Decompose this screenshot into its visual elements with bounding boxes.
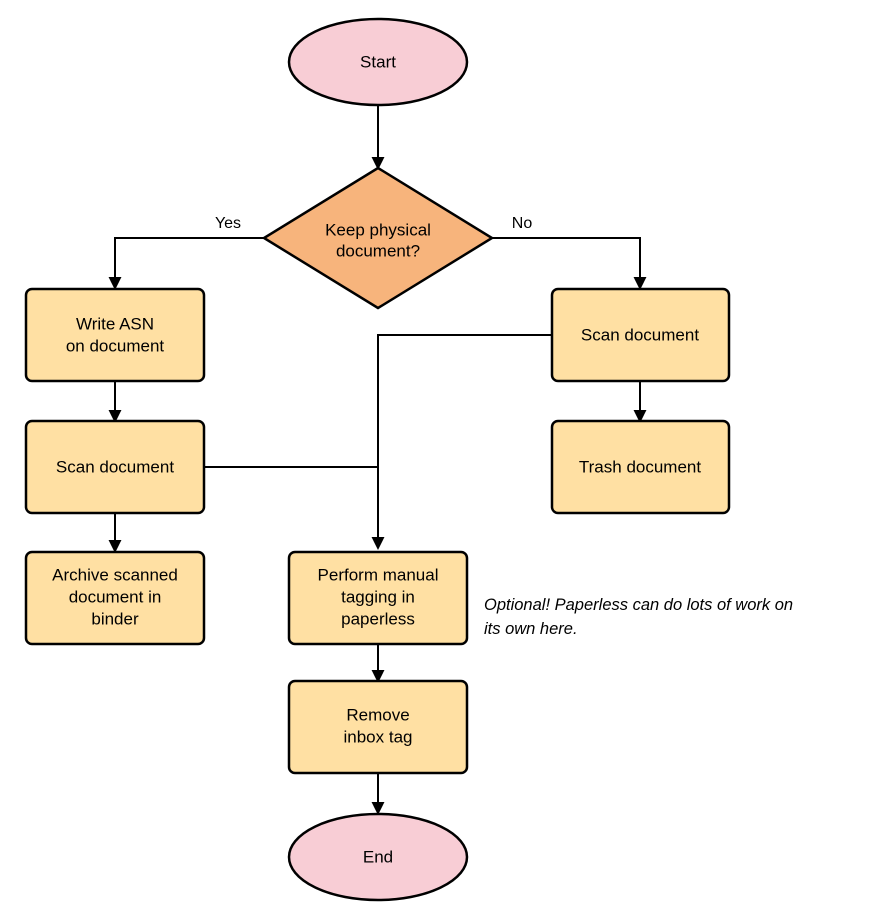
node-perform-manual-tagging[interactable] bbox=[289, 552, 467, 644]
note-line-1: Optional! Paperless can do lots of work on bbox=[484, 596, 794, 614]
node-scan-document-left-label: Scan document bbox=[55, 457, 175, 477]
edge-scan-left-to-tagging bbox=[205, 467, 378, 548]
annotation-note bbox=[484, 596, 793, 638]
node-scan-document-right-label: Scan document bbox=[580, 325, 700, 345]
node-end-label: End bbox=[362, 847, 394, 867]
node-remove-inbox-tag[interactable] bbox=[289, 681, 467, 773]
node-write-asn-label-line1: Write ASN bbox=[75, 314, 155, 334]
edge-label-no: No bbox=[511, 215, 533, 232]
node-end[interactable] bbox=[289, 814, 467, 900]
edge-decision-yes-to-write-asn bbox=[115, 238, 264, 288]
node-archive-label-line3: binder bbox=[91, 609, 139, 629]
node-remove-inbox-label-line1: Remove bbox=[346, 705, 410, 725]
node-scan-document-right[interactable] bbox=[552, 289, 729, 381]
node-archive-scanned-document[interactable] bbox=[26, 552, 204, 644]
node-scan-document-left[interactable] bbox=[26, 421, 204, 513]
edge-scan-right-to-tagging bbox=[378, 335, 553, 467]
edge-label-yes: Yes bbox=[214, 215, 242, 232]
node-write-asn[interactable] bbox=[26, 289, 204, 381]
node-decision-keep-physical-document[interactable] bbox=[264, 168, 492, 308]
node-trash-document-label: Trash document bbox=[578, 457, 702, 477]
node-start-label: Start bbox=[360, 52, 396, 72]
node-decision-label-line2: document? bbox=[335, 241, 421, 261]
edge-decision-no-to-scan-right bbox=[492, 238, 640, 288]
node-start[interactable] bbox=[289, 19, 467, 105]
node-tagging-label-line3: paperless bbox=[341, 609, 415, 629]
node-remove-inbox-label-line2: inbox tag bbox=[343, 727, 413, 747]
note-line-2: its own here. bbox=[484, 620, 578, 638]
node-archive-label-line1: Archive scanned bbox=[52, 565, 178, 585]
node-decision-label-line1: Keep physical bbox=[325, 220, 431, 240]
node-trash-document[interactable] bbox=[552, 421, 729, 513]
node-write-asn-label-line2: on document bbox=[65, 336, 165, 356]
node-tagging-label-line2: tagging in bbox=[341, 587, 415, 607]
node-tagging-label-line1: Perform manual bbox=[317, 565, 439, 585]
node-archive-label-line2: document in bbox=[68, 587, 162, 607]
